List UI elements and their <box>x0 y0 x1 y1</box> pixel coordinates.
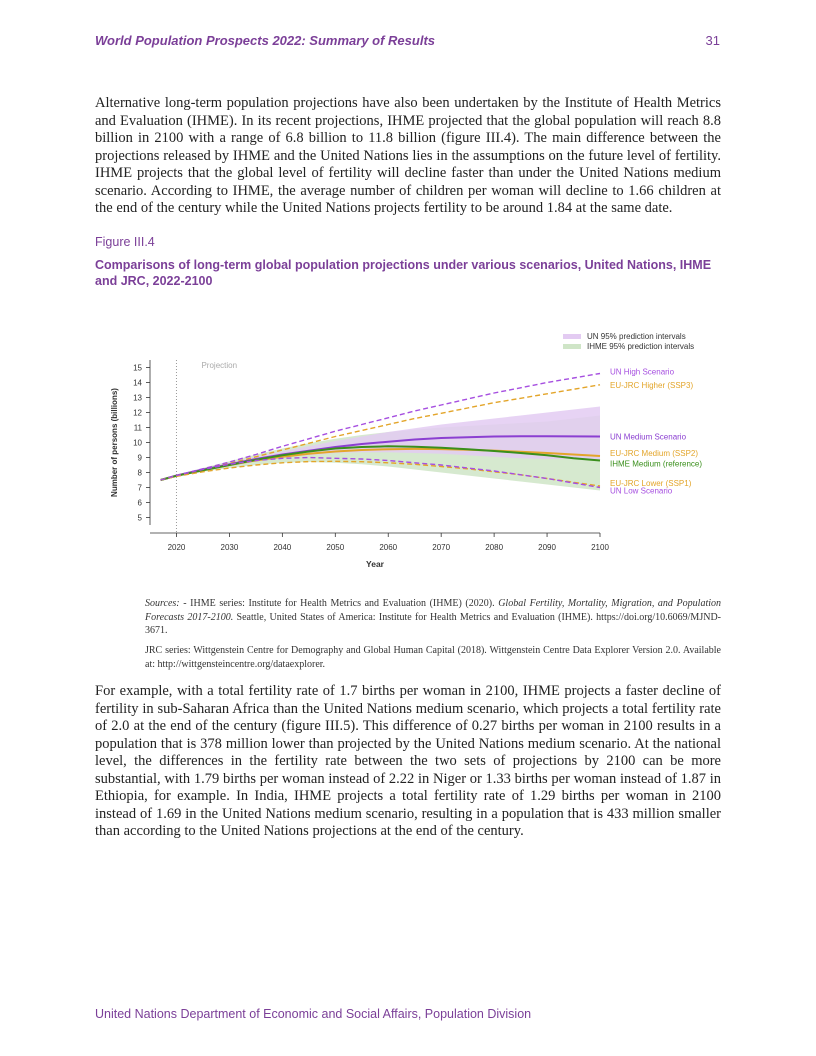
ihme_band-legend-swatch <box>563 344 581 349</box>
x-tick-label: 2040 <box>273 543 292 552</box>
jrc_high-label: EU-JRC Higher (SSP3) <box>610 380 694 390</box>
un_low-label: UN Low Scenario <box>610 486 673 496</box>
ihme_medium-label: IHME Medium (reference) <box>610 459 703 469</box>
running-header-title: World Population Prospects 2022: Summary of Results <box>95 33 436 48</box>
ihme_band-legend-label: IHME 95% prediction intervals <box>587 342 695 351</box>
figure-label: Figure III.4 <box>95 235 155 249</box>
x-tick-label: 2020 <box>167 543 186 552</box>
page-footer: United Nations Department of Economic and Social Affairs, Population Division <box>95 1007 532 1021</box>
sources-ihme-rest: Seattle, United States of America: Institute for Health Metrics and Evaluation (IHME). https://doi.org/10.6069/MJND-3671. <box>145 611 721 636</box>
body-paragraph-1: Alternative long-term population projections have also been undertaken by the Institute of Health Metrics and Evaluation (IHME). In its recent projections, IHME projected that the global population will reach 8.8 billion in 2100 with a range of 6.8 billion to 11.8 billion (figure III.4). The main difference between the projections released by IHME and the United Nations lies in the assumptions on the future level of fertility. IHME projects that the global level of fertility will decline faster than under the United Nations medium scenario. According to IHME, the average number of children per woman will decline to 1.66 children at the end of the century while the United Nations projects fertility to be around 1.84 at the same date. <box>95 95 721 216</box>
sources-prefix: Sources: <box>145 598 180 609</box>
body-paragraph-2: For example, with a total fertility rate of 1.7 births per woman in 2100, IHME projects a faster decline of fertility in sub-Saharan Africa than the United Nations medium scenario, which projects a total fertility rate of 2.0 at the end of the century (figure III.5). This difference of 0.27 births per woman in 2100 results in a population that is 378 million lower than projected by the United Nations medium scenario. At the national level, the differences in the fertility rate between the two sets of projections by 2100 can be more substantial, with 1.79 births per woman instead of 2.22 in Niger or 1.33 births per woman instead of 1.87 in Ethiopia, for example. In India, IHME projects a total fertility rate of 1.29 births per woman in 2100 instead of 1.69 in the United Nations medium scenario, resulting in a population that is 433 million smaller than according to the United Nations projections at the end of the century. <box>95 683 721 839</box>
y-tick-label: 13 <box>133 393 142 403</box>
y-tick-label: 15 <box>133 363 142 373</box>
un_band-legend-label: UN 95% prediction intervals <box>587 332 686 341</box>
y-axis-label: Number of persons (billions) <box>110 388 119 497</box>
y-tick-label: 14 <box>133 378 142 388</box>
x-axis-label: Year <box>366 559 384 569</box>
x-tick-label: 2100 <box>591 543 609 552</box>
sources-ihme-title: Global Fertility, Mortality, Migration, and Population Forecasts 2017-2100. <box>145 598 721 623</box>
sources-ihme-text: - IHME series: Institute for Health Metrics and Evaluation (IHME) (2020). <box>179 598 499 609</box>
sources-ihme <box>145 597 721 638</box>
x-tick-label: 2060 <box>379 543 398 552</box>
un_high-label: UN High Scenario <box>610 367 675 377</box>
projection-label: Projection <box>201 361 238 370</box>
x-tick-label: 2030 <box>220 543 239 552</box>
y-tick-label: 6 <box>137 498 142 508</box>
figure-title: Comparisons of long-term global population projections under various scenarios, United Nations, IHME and JRC, 2022-2100 <box>95 258 712 288</box>
projection-chart <box>95 325 721 575</box>
x-tick-label: 2050 <box>326 543 345 552</box>
x-tick-label: 2090 <box>538 543 556 552</box>
y-tick-label: 7 <box>137 483 142 493</box>
page-number: 31 <box>705 33 720 48</box>
un_medium-label: UN Medium Scenario <box>610 432 687 442</box>
jrc_medium-label: EU-JRC Medium (SSP2) <box>610 449 699 458</box>
sources-jrc: JRC series: Wittgenstein Centre for Demography and Global Human Capital (2018). Wittgenstein Centre Data Explorer Version 2.0. Available at: http://wittgensteincentre.org/dataexplorer. <box>145 645 721 670</box>
y-tick-label: 11 <box>133 423 142 433</box>
y-tick-label: 12 <box>133 408 142 418</box>
y-tick-label: 9 <box>137 453 142 463</box>
x-tick-label: 2080 <box>485 543 504 552</box>
chart-legend <box>563 332 694 351</box>
y-tick-label: 8 <box>137 468 142 478</box>
x-tick-label: 2070 <box>432 543 451 552</box>
series-labels <box>610 368 702 496</box>
y-tick-label: 10 <box>133 438 142 448</box>
jrc_low-label: EU-JRC Lower (SSP1) <box>610 479 692 488</box>
un_band-legend-swatch <box>563 334 581 339</box>
y-tick-label: 5 <box>137 513 142 523</box>
